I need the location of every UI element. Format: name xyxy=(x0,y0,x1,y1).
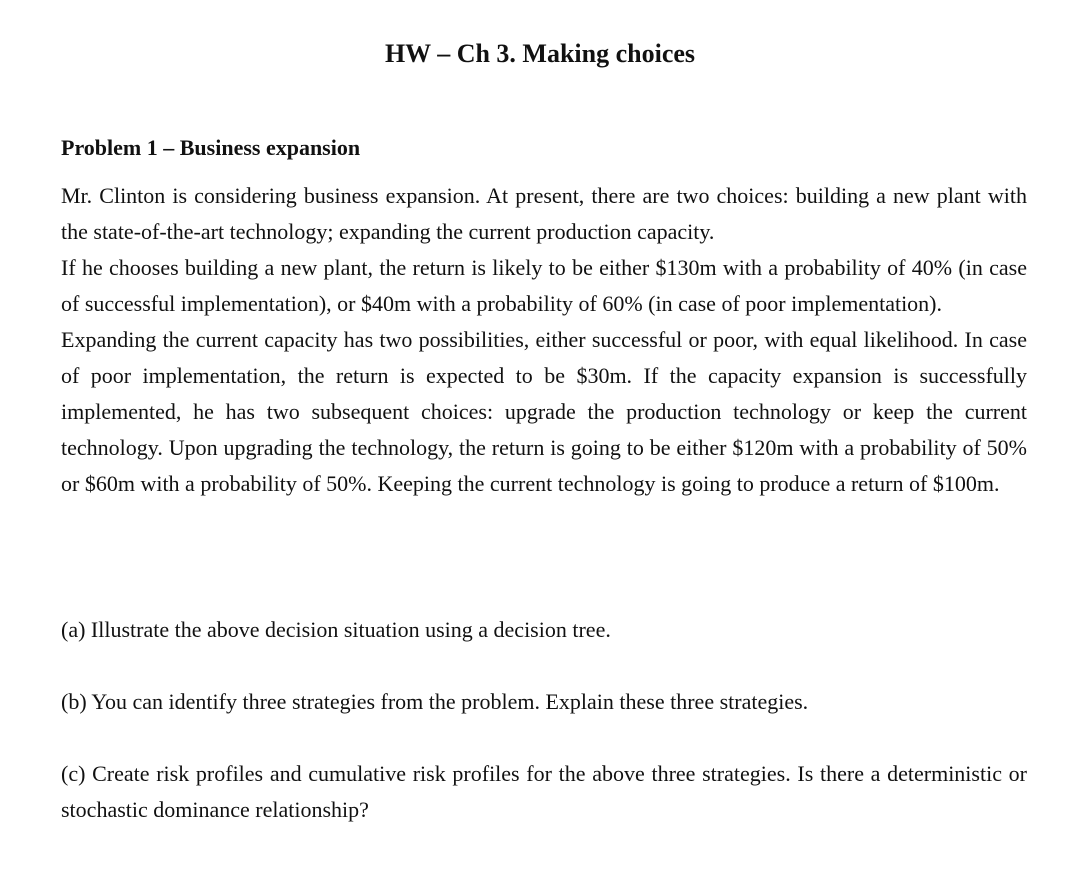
question-a-text: (a) Illustrate the above decision situation using a decision tree. xyxy=(61,617,611,642)
document-title: HW – Ch 3. Making choices xyxy=(384,39,696,68)
problem-heading: Problem 1 – Business expansion xyxy=(61,135,361,160)
question-c xyxy=(61,756,1027,828)
question-b xyxy=(61,684,1027,720)
question-a xyxy=(61,612,1027,648)
paragraph-expand-capacity: Expanding the current capacity has two possibilities, either successful or poor, with equal likelihood. In case of poor implementation, the return is expected to be $30m. If the capacity expansion is successfully implemented, he has two subsequent choices: upgrade the production technology or keep the current technology. Upon upgrading the technology, the return is going to be either $120m with a probability of 50% or $60m with a probability of 50%. Keeping the current technology is going to produce a return of $100m. xyxy=(61,327,1027,496)
question-c-text: (c) Create risk profiles and cumulative risk profiles for the above three strategies. Is there a deterministic or stochastic dominance relationship? xyxy=(61,761,1027,822)
paragraph-new-plant: If he chooses building a new plant, the return is likely to be either $130m with a probability of 40% (in case of successful implementation), or $40m with a probability of 60% (in case of poor implementation). xyxy=(61,255,1027,316)
question-b-text: (b) You can identify three strategies from the problem. Explain these three strategies. xyxy=(61,689,809,714)
problem-description xyxy=(61,178,1027,502)
paragraph-choices: Mr. Clinton is considering business expansion. At present, there are two choices: building a new plant with the state-of-the-art technology; expanding the current production capacity. xyxy=(61,183,1027,244)
